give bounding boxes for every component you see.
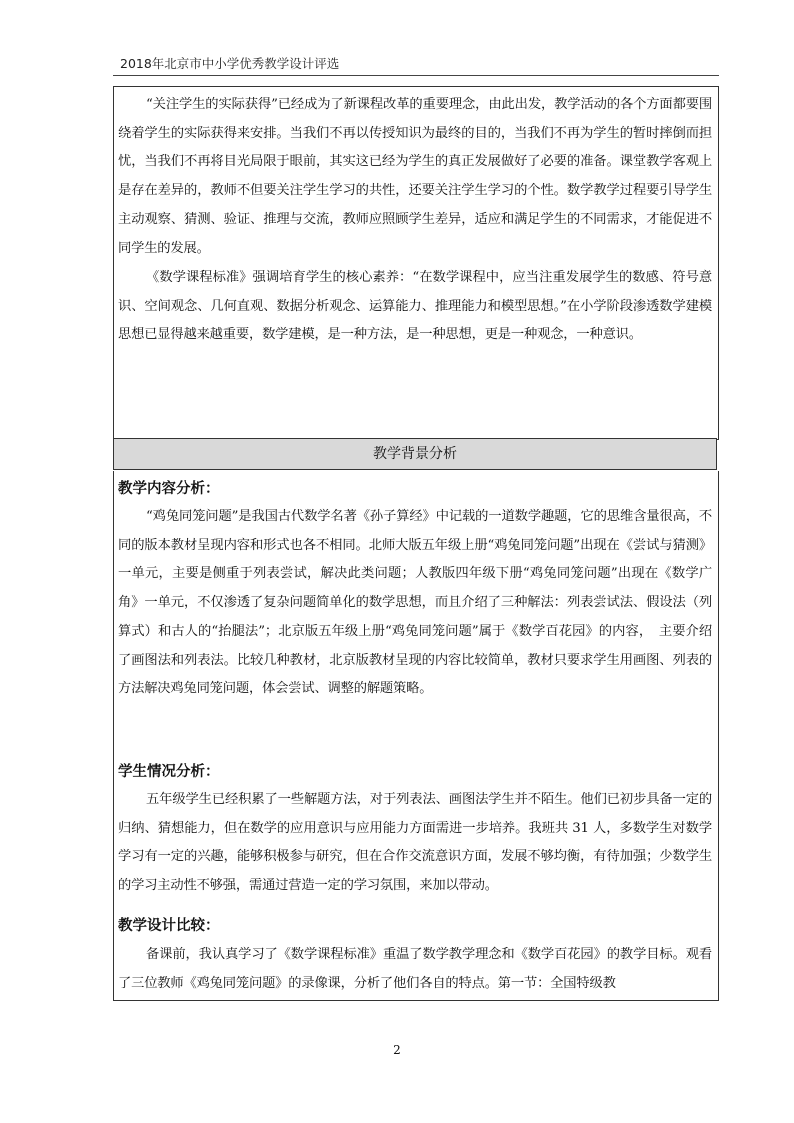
section-band: 教学背景分析: [113, 438, 717, 470]
content-analysis-paragraph: “鸡兔同笼问题”是我国古代数学名著《孙子算经》中记载的一道数学趣题，它的思维含量很高，不同的版本教材呈现内容和形式也各不相同。北师大版五年级上册“鸡兔同笼问题”出现在《尝试与猜测》一单元，主要是侧重于列表尝试，解决此类问题；人教版四年级下册“鸡兔同笼问题”出现在《数学广角》一单元，不仅渗透了复杂问题简单化的数学思想，而且介绍了三种解法：列表尝试法、假设法（列算式）和古人的“抬腿法”；北京版五年级上册“鸡兔同笼问题”属于《数学百花园》的内容， 主要介绍了画图法和列表法。比较几种教材，北京版教材呈现的内容比较简单，教材只要求学生用画图、列表的方法解决鸡兔同笼问题，体会尝试、调整的解题策略。: [118, 509, 712, 697]
student-analysis-paragraph: 五年级学生已经积累了一些解题方法，对于列表法、画图法学生并不陌生。他们已初步具备一定的归纳、猜想能力，但在数学的应用意识与应用能力方面需进一步培养。我班共 31 人，多数学生对数学学习有一定的兴趣，能够积极参与研究，但在合作交流意识方面，发展不够均衡，有待加强；少数学生的学习主动性不够强，需通过营造一定的学习氛围，来加以带动。: [118, 792, 712, 894]
header-rule: [113, 75, 719, 76]
student-analysis-heading: 学生情况分析：: [118, 764, 220, 780]
content-analysis-heading: 教学内容分析：: [118, 481, 220, 497]
page-number: 2: [393, 1043, 401, 1057]
intro-paragraph-2: 《数学课程标准》强调培育学生的核心素养：“在数学课程中，应当注重发展学生的数感、符号意识、空间观念、几何直观、数据分析观念、运算能力、推理能力和模型思想。”在小学阶段渗透数学建模思想已显得越来越重要，数学建模，是一种方法，是一种思想，更是一种观念，一种意识。: [118, 270, 712, 343]
design-comparison-paragraph: 备课前，我认真学习了《数学课程标准》重温了数学教学理念和《数学百花园》的教学目标。观看了三位教师《鸡兔同笼问题》的录像课，分析了他们各自的特点。第一节：全国特级教: [118, 947, 712, 991]
intro-paragraph-1: “关注学生的实际获得”已经成为了新课程改革的重要理念，由此出发，教学活动的各个方面都要围绕着学生的实际获得来安排。当我们不再以传授知识为最终的目的，当我们不再为学生的暂时摔倒而担忧，当我们不再将目光局限于眼前，其实这已经为学生的真正发展做好了必要的准备。课堂教学客观上是存在差异的，教师不但要关注学生学习的共性，还要关注学生学习的个性。数学教学过程要引导学生主动观察、猜测、验证、推理与交流，教师应照顾学生差异，适应和满足学生的不同需求，才能促进不同学生的发展。: [118, 97, 712, 256]
design-comparison-heading: 教学设计比较：: [118, 918, 220, 934]
page-header: 2018年北京市中小学优秀教学设计评选: [120, 56, 340, 71]
